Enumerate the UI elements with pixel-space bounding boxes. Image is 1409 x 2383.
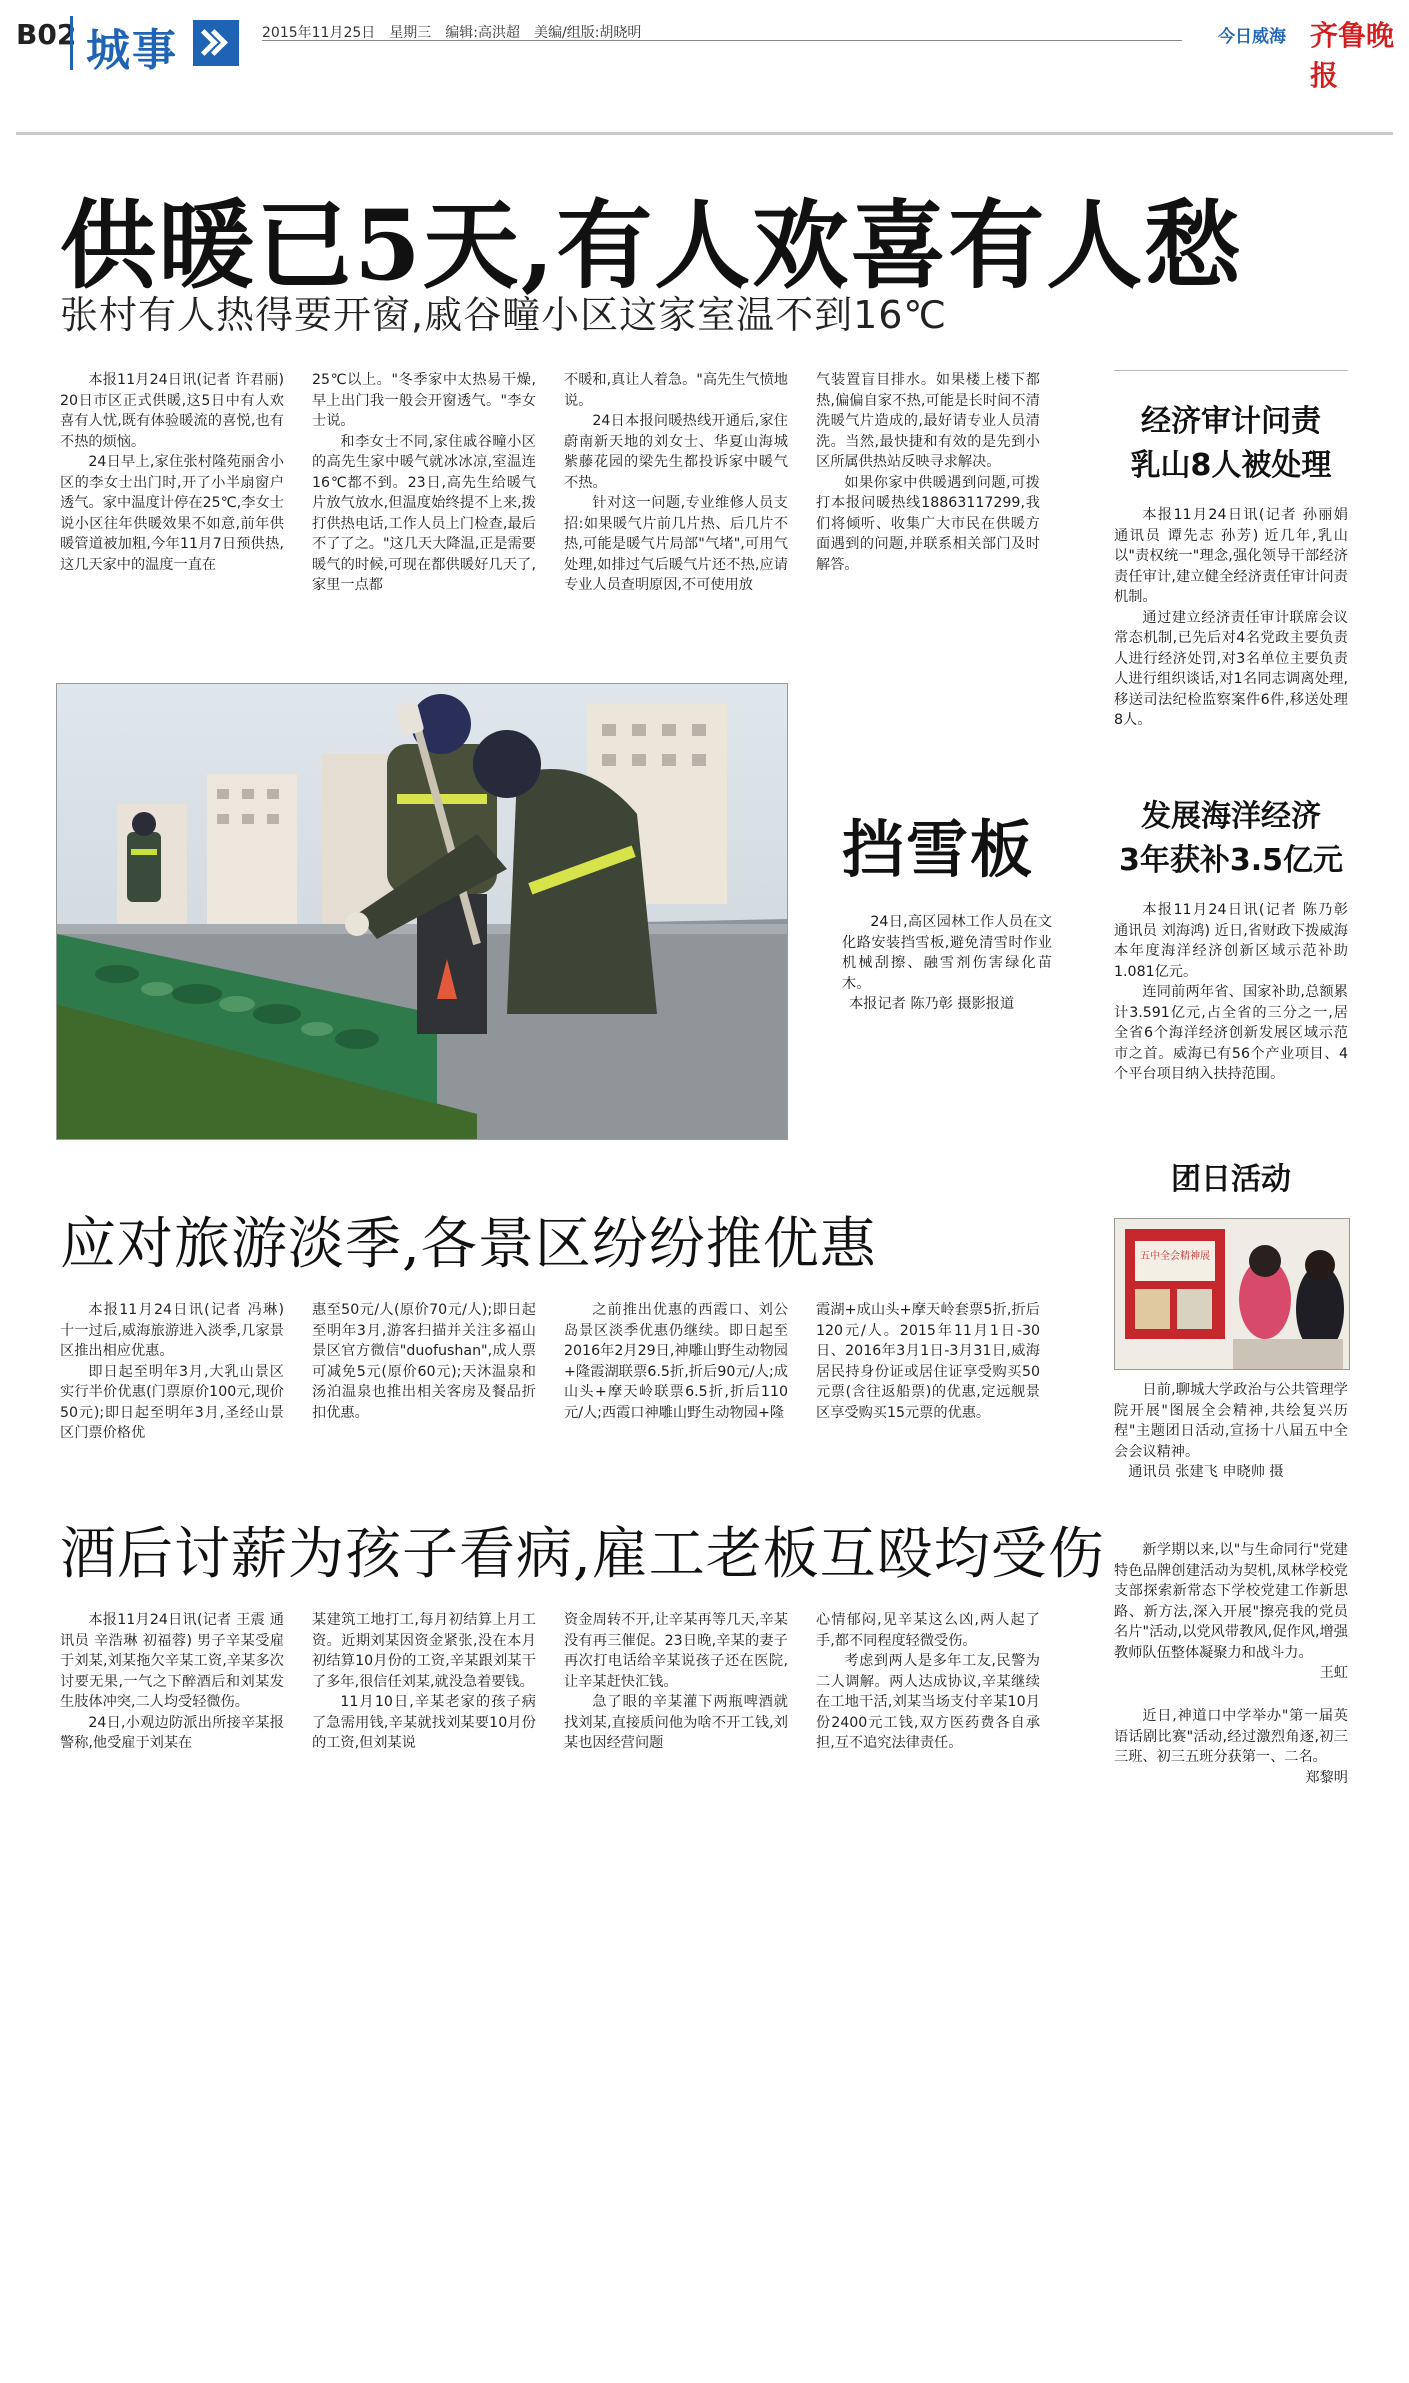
lead-headline: 供暖已5天,有人欢喜有人愁 — [60, 189, 1243, 302]
header-divider — [16, 132, 1393, 135]
audit-story — [1114, 505, 1348, 731]
paragraph: 本报11月24日讯(记者 王震 通讯员 辛浩琳 初福蓉) 男子辛某受雇于刘某,刘某拖欠辛某工资,辛某多次讨要无果,一气之下醉酒后和刘某发生肢体冲突,二人均受轻微伤。 — [60, 1612, 284, 1710]
wage-column-2 — [312, 1610, 536, 1754]
paragraph: 即日起至明年3月,大乳山景区实行半价优惠(门票原价100元,现价50元);即日起至明年3月,圣经山景区门票价格优 — [60, 1363, 284, 1441]
lead-subheadline: 张村有人热得要开窗,戚谷疃小区这家室温不到16℃ — [60, 293, 948, 337]
paragraph: 本报11月24日讯(记者 陈乃彰 通讯员 刘海鸿) 近日,省财政下拨威海本年度海洋经济创新区域示范补助1.081亿元。 — [1114, 902, 1348, 980]
paragraph: 之前推出优惠的西霞口、刘公岛景区淡季优惠仍继续。即日起至2016年2月29日,神雕山野生动物园+隆霞湖联票6.5折,折后90元/人;成山头+摩天岭联票6.5折,折后110元/人;西霞口神雕山野生动物园+隆 — [564, 1302, 788, 1421]
lead-column-2 — [312, 370, 536, 596]
photo-credit: 通讯员 张建飞 申晓帅 摄 — [1128, 1464, 1284, 1480]
paragraph: 不暖和,真让人着急。"高先生气愤地说。 — [564, 372, 788, 409]
tourism-column-1 — [60, 1300, 284, 1444]
paragraph: 心情郁闷,见辛某这么凶,两人起了手,都不同程度轻微受伤。 — [816, 1612, 1040, 1649]
tourism-column-3 — [564, 1300, 788, 1423]
wage-column-4 — [816, 1610, 1040, 1754]
lead-column-4 — [816, 370, 1040, 575]
paragraph: 某建筑工地打工,每月初结算上月工资。近期刘某因资金紧张,没在本月初结算10月份的工资,辛某跟刘某干了多年,很信任刘某,就没急着要钱。 — [312, 1612, 536, 1690]
paragraph: 惠至50元/人(原价70元/人);即日起至明年3月,游客扫描并关注多福山景区官方微信"duofushan",成人票可减免5元(原价60元);天沐温泉和汤泊温泉也推出相关客房及餐品折扣优惠。 — [312, 1302, 536, 1421]
paragraph: 本报11月24日讯(记者 许君丽) 20日市区正式供暖,这5日中有人欢喜有人忧,既有体验暖流的喜悦,也有不热的烦恼。 — [60, 372, 284, 450]
league-caption — [1114, 1380, 1348, 1483]
snow-board-photo — [56, 683, 788, 1140]
paragraph: 25℃以上。"冬季家中太热易干燥,早上出门我一般会开窗透气。"李女士说。 — [312, 372, 536, 429]
league-headline: 团日活动 — [1171, 1162, 1291, 1197]
paragraph: 本报11月24日讯(记者 冯琳) 十一过后,威海旅游进入淡季,几家景区推出相应优惠。 — [60, 1302, 284, 1359]
exhibit-board-text: 五中全会精神展 — [1140, 1251, 1210, 1262]
paragraph: 24日本报问暖热线开通后,家住蔚南新天地的刘女士、华夏山海城紫藤花园的梁先生都投诉家中暖气不热。 — [564, 413, 788, 491]
newspaper-logo: 齐鲁晚报 — [1310, 19, 1395, 92]
audit-headline: 经济审计问责 乳山8人被处理 — [1130, 404, 1332, 483]
double-chevron-icon — [193, 20, 239, 66]
photo-story-title: 挡雪板 — [842, 813, 1035, 886]
paragraph: 日前,聊城大学政治与公共管理学院开展"图展全会精神,共绘复兴历程"主题团日活动,宣扬十八届五中全会会议精神。 — [1114, 1382, 1348, 1460]
tourism-column-4 — [816, 1300, 1040, 1423]
wage-headline: 酒后讨薪为孩子看病,雇工老板互殴均受伤 — [60, 1522, 1105, 1587]
paragraph: 急了眼的辛某灌下两瓶啤酒就找刘某,直接质问他为啥不开工钱,刘某也因经营问题 — [564, 1694, 788, 1751]
paragraph: 24日,小观边防派出所接辛某报警称,他受雇于刘某在 — [60, 1714, 284, 1751]
caption-text: 24日,高区园林工作人员在文化路安装挡雪板,避免清雪时作业机械刮擦、融雪剂伤害绿化苗木。 — [842, 914, 1052, 992]
header-rule — [262, 40, 1182, 41]
sidebar-top-rule — [1114, 370, 1348, 371]
tourism-column-2 — [312, 1300, 536, 1423]
photo-caption — [842, 912, 1052, 1015]
ocean-headline: 发展海洋经济 3年获补3.5亿元 — [1118, 799, 1344, 878]
tourism-headline: 应对旅游淡季,各景区纷纷推优惠 — [60, 1212, 877, 1277]
section-label: 城事 — [86, 25, 178, 76]
paragraph: 本报11月24日讯(记者 孙丽娟 通讯员 谭先志 孙芳) 近几年,乳山以"责权统一"理念,强化领导干部经济责任审计,建立健全经济责任审计问责机制。 — [1114, 507, 1348, 605]
wage-column-1 — [60, 1610, 284, 1754]
paragraph: 和李女士不同,家住戚谷疃小区的高先生家中暖气就冰冰凉,室温连16℃都不到。23日,高先生给暖气片放气放水,但温度始终提不上来,拨打供热电话,工作人员上门检查,最后不了了之。"这几天大降温,正是需要暖气的时候,可现在都供暖好几天了,家里一点都 — [312, 433, 536, 593]
paragraph: 连同前两年省、国家补助,总额累计3.591亿元,占全省的三分之一,居全省6个海洋经济创新发展区域示范市之首。威海已有56个产业项目、4个平台项目纳入扶持范围。 — [1114, 984, 1348, 1082]
brief-party-building — [1114, 1540, 1348, 1684]
lead-column-1 — [60, 370, 284, 575]
league-photo — [1114, 1218, 1350, 1370]
lead-column-3 — [564, 370, 788, 596]
ocean-story — [1114, 900, 1348, 1085]
paragraph: 资金周转不开,让辛某再等几天,辛某没有再三催促。23日晚,辛某的妻子再次打电话给辛某说孩子还在医院,让辛某赶快汇钱。 — [564, 1612, 788, 1690]
paragraph: 气装置盲目排水。如果楼上楼下都热,偏偏自家不热,可能是长时间不清洗暖气片造成的,最好请专业人员清洗。当然,最快捷和有效的是先到小区所属供热站反映寻求解决。 — [816, 372, 1040, 470]
issue-meta: 2015年11月25日 星期三 编辑:高洪超 美编/组版:胡晓明 — [262, 25, 642, 41]
paragraph: 通过建立经济责任审计联席会议常态机制,已先后对4名党政主要负责人进行经济处罚,对3名单位主要负责人进行组织谈话,对1名同志调离处理,移送司法纪检监察案件6件,移送处理8人。 — [1114, 609, 1348, 728]
paragraph: 新学期以来,以"与生命同行"党建特色品牌创建活动为契机,凤林学校党支部探索新常态下学校党建工作新思路、新方法,深入开展"擦亮我的党员名片"活动,以党风带教风,促作风,增强教师队伍整体凝聚力和战斗力。 — [1114, 1542, 1348, 1661]
paragraph: 24日早上,家住张村隆苑丽舍小区的李女士出门时,开了小半扇窗户透气。家中温度计停在25℃,李女士说小区往年供暖效果不如意,前年供暖管道被加粗,今年11月7日预供热,这几天家中的温度一直在 — [60, 454, 284, 573]
exhibition-visitors-illustration — [1115, 1219, 1349, 1369]
paragraph: 11月10日,辛某老家的孩子病了急需用钱,辛某就找刘某要10月份的工资,但刘某说 — [312, 1694, 536, 1751]
photo-credit: 本报记者 陈乃彰 摄影报道 — [849, 996, 1015, 1012]
brief-author: 郑黎明 — [1305, 1769, 1348, 1786]
brief-english-drama — [1114, 1706, 1348, 1788]
paragraph: 如果你家中供暖遇到问题,可拨打本报问暖热线18863117299,我们将倾听、收集广大市民在供暖方面遇到的问题,并联系相关部门及时解答。 — [816, 474, 1040, 573]
paragraph: 近日,神道口中学举办"第一届英语话剧比赛"活动,经过激烈角逐,初三三班、初三五班分获第一、二名。 — [1114, 1708, 1348, 1765]
workers-installing-snow-board-illustration — [57, 684, 787, 1139]
paragraph: 霞湖+成山头+摩天岭套票5折,折后120元/人。2015年11月1日-30日、2016年3月1日-3月31日,威海居民持身份证或居住证享受购买50元票(含往返船票)的优惠,定远舰景区享受购买15元票的优惠。 — [816, 1302, 1040, 1421]
paragraph: 考虑到两人是多年工友,民警为二人调解。两人达成协议,辛某继续在工地干活,刘某当场支付辛某10月份2400元工钱,双方医药费各自承担,互不追究法律责任。 — [816, 1653, 1040, 1751]
brief-author: 王虹 — [1319, 1665, 1348, 1681]
edition-label: 今日威海 — [1218, 27, 1286, 47]
page-number: B02 — [16, 18, 77, 51]
paragraph: 针对这一问题,专业维修人员支招:如果暖气片前几片热、后几片不热,可能是暖气片局部"气堵",可用气处理,如排过气后暖气片还不热,应请专业人员查明原因,不可使用放 — [564, 495, 788, 593]
wage-column-3 — [564, 1610, 788, 1754]
